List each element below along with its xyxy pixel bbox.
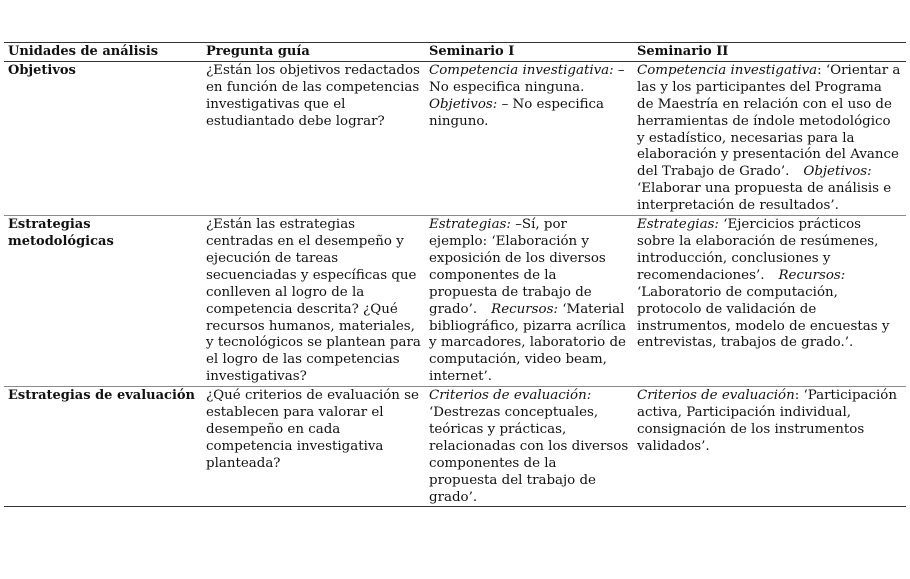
field-label: Estrategias: — [637, 217, 719, 233]
field-text: ‘Laboratorio de computación, protocolo de validación de instrumentos, modelo de encuestas y entrevistas, trabajos de grado.’. — [637, 284, 890, 351]
field-label: Competencia investigativa — [637, 62, 818, 78]
field-text: – No especifica ninguno. — [429, 96, 605, 129]
row-question: ¿Qué criterios de evaluación se establecen para valorar el desempeño en cada competencia investigativa planteada? — [206, 388, 419, 471]
field-text: : ‘Participación activa, Participación individual, consignación de los instrumentos validados’. — [637, 388, 897, 454]
field-label: Criterios de evaluación: — [429, 388, 592, 404]
row-seminar-2 — [633, 216, 906, 387]
row-unit: Estrategias metodológicas — [8, 217, 114, 249]
row-seminar-2 — [633, 61, 906, 215]
row-question: ¿Están las estrategias centradas en el desempeño y ejecución de tareas secuenciadas y específicas que conlleven al logro de la competencia descrita? ¿Qué recursos humanos, materiales, y tecnológicos se plantean para el logro de las competencias investigativas? — [206, 217, 421, 385]
header-seminar-1: Seminario I — [429, 44, 515, 59]
field-label: Objetivos: — [803, 164, 872, 180]
field-text: –Sí, por ejemplo: ‘Elaboración y exposición de los diversos componentes de la propuesta de trabajo de grado’. — [429, 217, 606, 317]
row-seminar-2 — [633, 387, 906, 507]
row-seminar-1 — [425, 61, 633, 215]
field-label: Objetivos: — [429, 96, 498, 112]
field-text: ‘Elaborar una propuesta de análisis e interpretación de resultados’. — [637, 181, 892, 214]
field-text: : ‘Orientar a las y los participantes del Programa de Maestría en relación con el uso de herramientas de índole metodológico y estadístico, necesarias para la elaboración y presentación del Avance del Trabajo de Grado’. — [637, 62, 901, 180]
header-seminar-2: Seminario II — [637, 44, 729, 59]
field-label: Estrategias: — [429, 217, 511, 233]
field-text: – No especifica ninguna. — [429, 62, 625, 95]
table-body — [4, 61, 906, 507]
table-row — [4, 387, 906, 507]
field-text: ‘Ejercicios prácticos sobre la elaboración de resúmenes, introducción, conclusiones y recomendaciones’. — [637, 217, 879, 283]
header-row — [4, 43, 906, 62]
field-text: ‘Material bibliográfico, pizarra acrílica y marcadores, laboratorio de computación, video beam, internet’. — [429, 301, 627, 385]
table-row — [4, 216, 906, 387]
field-label: Recursos: — [491, 301, 558, 317]
field-text: ‘Destrezas conceptuales, teóricas y prácticas, relacionadas con los diversos componentes de la propuesta del trabajo de grado’. — [429, 405, 629, 505]
row-unit: Objetivos — [8, 62, 76, 78]
header-units: Unidades de análisis — [8, 44, 159, 59]
header-question: Pregunta guía — [206, 44, 310, 59]
table-header — [4, 43, 906, 62]
table-row — [4, 61, 906, 215]
row-unit: Estrategias de evaluación — [8, 388, 196, 404]
row-seminar-1 — [425, 387, 633, 507]
row-question: ¿Están los objetivos redactados en función de las competencias investigativas que el estudiantado debe lograr? — [206, 62, 420, 129]
field-label: Recursos: — [778, 267, 846, 283]
field-label: Criterios de evaluación — [637, 388, 795, 404]
row-seminar-1 — [425, 216, 633, 387]
field-label: Competencia investigativa: — [429, 62, 614, 78]
analysis-table — [4, 42, 906, 507]
